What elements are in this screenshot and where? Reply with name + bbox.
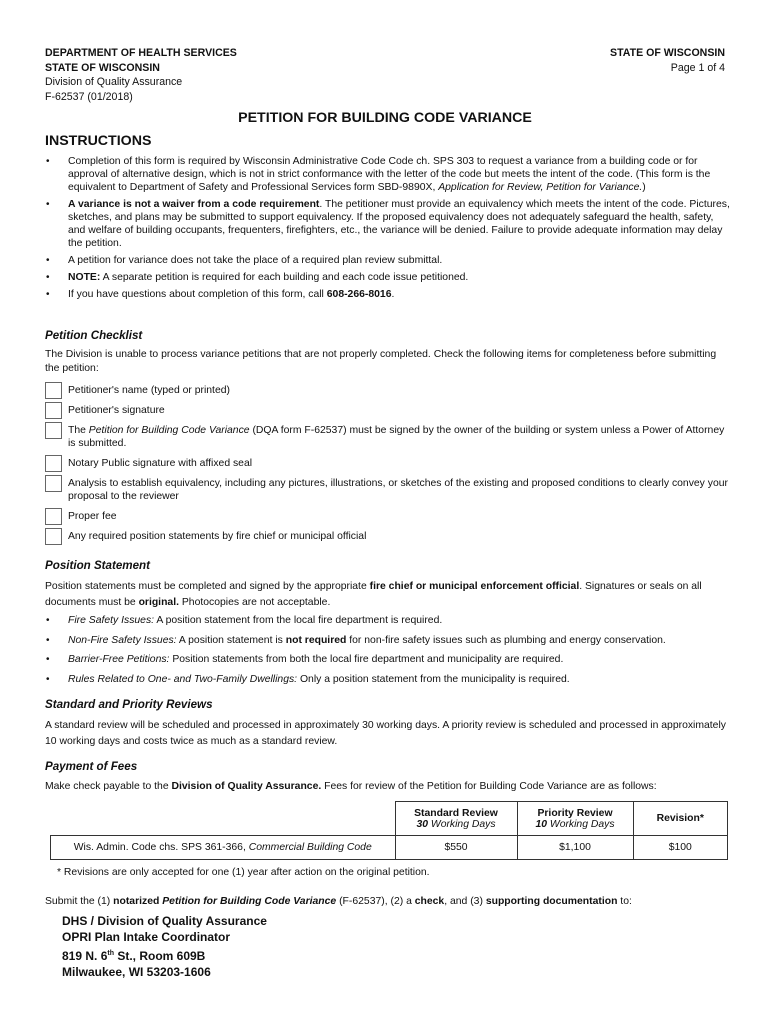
list-item: [45, 271, 730, 284]
checkbox-proper-fee[interactable]: [45, 508, 62, 525]
instructions-heading: INSTRUCTIONS: [45, 133, 152, 149]
checklist-label: Notary Public signature with affixed seal: [68, 458, 253, 469]
list-item: [45, 653, 730, 666]
column-days-number: 30: [416, 818, 428, 830]
checklist-label: Petitioner's name (typed or printed): [68, 385, 230, 396]
position-list: [45, 614, 730, 686]
checklist-label: Petitioner's signature: [68, 405, 165, 416]
header-left: [45, 46, 237, 104]
position-item-label: Barrier-Free Petitions:: [68, 654, 170, 665]
address-line: Milwaukee, WI 53203-1606: [62, 964, 211, 979]
checklist-label-italic: Petition for Building Code Variance: [88, 425, 250, 436]
table-cell-revision-fee: $100: [633, 836, 728, 860]
form-id: F-62537 (01/2018): [45, 90, 133, 103]
list-item: [45, 614, 730, 627]
page-number: Page 1 of 4: [670, 61, 725, 74]
checklist: [45, 384, 730, 543]
column-days-number: 10: [535, 818, 547, 830]
checklist-label: Proper fee: [68, 511, 117, 522]
address-line: DHS / Division of Quality Assurance: [62, 914, 267, 928]
instruction-text: A separate petition is required for each building and each code issue petitioned.: [100, 272, 469, 283]
checklist-item: [45, 510, 730, 523]
table-cell-code: [51, 836, 396, 860]
page-title: PETITION FOR BUILDING CODE VARIANCE: [238, 110, 532, 126]
submit-text: (F-62537), (2) a: [336, 896, 415, 907]
checkbox-petitioner-signature[interactable]: [45, 402, 62, 419]
instruction-text: ): [642, 182, 646, 193]
position-item-text: Only a position statement from the municipality is required.: [297, 673, 570, 685]
column-title: Revision*: [656, 813, 704, 824]
table-blank-cell: [51, 802, 396, 836]
list-item: [45, 288, 730, 301]
checkbox-position-statements[interactable]: [45, 528, 62, 545]
checkbox-owner-signed[interactable]: [45, 422, 62, 439]
checklist-item: [45, 530, 730, 543]
checklist-heading: Petition Checklist: [45, 329, 143, 342]
bullet-icon: •: [46, 255, 50, 266]
instruction-bold: A variance is not a waiver from a code requirement: [68, 199, 320, 210]
table-header-standard: [395, 802, 517, 836]
header-right: [610, 46, 725, 75]
checklist-label: (DQA form F-62537) must be signed by the owner of the building or system unless a Power of Attorney is submitted.: [68, 425, 725, 449]
list-item: [45, 634, 730, 647]
position-item-text: for non-fire safety issues such as plumbing and energy conservation.: [346, 634, 666, 646]
column-title: Priority Review: [537, 807, 613, 819]
position-item-text: A position statement is: [176, 634, 286, 646]
fees-footnote: * Revisions are only accepted for one (1) year after action on the original petition.: [57, 867, 430, 878]
table-row: [51, 836, 728, 860]
checklist-item: [45, 424, 730, 450]
table-header-row: [51, 802, 728, 836]
instruction-text: Completion of this form is required by Wisconsin Administrative Code Code ch. SPS 303 to request a variance from a building code or for approval of alternative design, which is not in strict conformance with the letter of the code but meets the intent of the code. (This form is the equivalent to Department of Safety and Professional Services form SBD-9890X,: [68, 156, 711, 193]
address-line: [62, 946, 267, 964]
column-days-label: Working Days: [428, 818, 496, 830]
position-item-label: Fire Safety Issues:: [68, 615, 155, 626]
submit-instructions: [45, 895, 730, 908]
address-line: OPRI Plan Intake Coordinator: [62, 930, 231, 945]
position-bold: fire chief or municipal enforcement official: [369, 581, 580, 592]
position-bold: original.: [138, 597, 179, 608]
position-item-label: Rules Related to One- and Two-Family Dwellings:: [68, 673, 298, 685]
code-text: Wis. Admin. Code chs. SPS 361-366,: [73, 842, 249, 853]
position-item-text: Position statements from both the local fire department and municipality are required.: [169, 654, 564, 665]
submit-bold: check: [414, 896, 445, 907]
bullet-icon: •: [46, 634, 50, 646]
position-item-text: A position statement from the local fire department is required.: [154, 615, 443, 626]
checklist-item: [45, 404, 730, 417]
position-text: Photocopies are not acceptable.: [178, 597, 331, 608]
checklist-label: Analysis to establish equivalency, including any pictures, illustrations, or sketches of the existing and proposed conditions to clearly convey your proposal to the reviewer: [68, 478, 728, 502]
checkbox-notary[interactable]: [45, 455, 62, 472]
position-text: Position statements must be completed and signed by the appropriate: [45, 581, 370, 592]
address-street: St., Room 609B: [113, 948, 206, 963]
bullet-icon: •: [46, 654, 50, 665]
state-name-left: STATE OF WISCONSIN: [45, 61, 160, 74]
state-name-right: STATE OF WISCONSIN: [610, 47, 725, 59]
code-text-italic: Commercial Building Code: [248, 842, 372, 853]
bullet-icon: •: [46, 199, 50, 210]
checklist-item: [45, 457, 730, 470]
position-item-label: Non-Fire Safety Issues:: [68, 634, 177, 646]
checklist-label: Any required position statements by fire chief or municipal official: [68, 531, 367, 542]
instruction-bold: NOTE:: [68, 272, 101, 283]
fees-text: Fees for review of the Petition for Building Code Variance are as follows:: [321, 781, 657, 792]
instruction-text: .: [391, 289, 395, 300]
division-name: Division of Quality Assurance: [45, 76, 183, 88]
bullet-icon: •: [46, 156, 50, 167]
fees-paragraph: [45, 780, 730, 793]
instruction-text: . The petitioner must provide an equivalency which meets the intent of the code. Pictures, sketches, and plans may be submitted to support equivalency. If the proposed equivalency does not adequately safeguard the health, safety, and welfare of building occupants, frequenters, firefighters, etc., the variance will be denied. Failure to provide adequate information may delay the petition.: [68, 199, 730, 249]
payee-name: Division of Quality Assurance.: [171, 781, 322, 792]
list-item: [45, 254, 730, 267]
table-header-priority: [517, 802, 633, 836]
checklist-item: [45, 384, 730, 397]
position-heading: Position Statement: [45, 559, 151, 572]
checkbox-analysis[interactable]: [45, 475, 62, 492]
list-item: [45, 673, 730, 686]
bullet-icon: •: [46, 615, 50, 626]
address-street: 819 N. 6: [62, 948, 108, 963]
department-name: DEPARTMENT OF HEALTH SERVICES: [45, 47, 237, 59]
instruction-text: A petition for variance does not take the place of a required plan review submittal.: [68, 255, 443, 266]
submit-text: to:: [617, 896, 632, 907]
position-paragraph: [45, 579, 730, 611]
submit-text: Submit the (1): [45, 896, 114, 907]
table-cell-standard-fee: $550: [395, 836, 517, 860]
bullet-icon: •: [46, 673, 50, 685]
list-item: [45, 198, 730, 250]
checklist-label: The: [68, 425, 89, 436]
bullet-icon: •: [46, 272, 50, 283]
checklist-item: [45, 477, 730, 503]
instruction-italic: Application for Review, Petition for Variance.: [438, 182, 643, 193]
table-cell-priority-fee: $1,100: [517, 836, 633, 860]
position-text: . Signatures or seals on all documents must be: [45, 581, 702, 608]
submit-text: , and (3): [444, 896, 486, 907]
fees-text: Make check payable to the: [45, 781, 172, 792]
submit-bold: supporting documentation: [485, 896, 618, 907]
submit-bold-italic: Petition for Building Code Variance: [159, 896, 337, 907]
instruction-text: If you have questions about completion of this form, call: [68, 289, 327, 300]
instructions-list: [45, 155, 730, 301]
fees-heading: Payment of Fees: [45, 760, 138, 773]
phone-number: 608-266-8016: [326, 289, 392, 300]
address-ordinal: th: [107, 949, 114, 957]
column-title: Standard Review: [414, 807, 498, 819]
checklist-intro: The Division is unable to process variance petitions that are not properly completed. Check the following items for completeness before submitting the petition:: [45, 349, 717, 374]
bullet-icon: •: [46, 289, 50, 300]
position-item-bold: not required: [285, 634, 347, 646]
checkbox-petitioner-name[interactable]: [45, 382, 62, 399]
reviews-text: A standard review will be scheduled and processed in approximately 30 working days. A priority review is scheduled and processed in approximately 10 working days and costs twice as much as a standard review.: [45, 720, 726, 747]
submit-bold: notarized: [113, 896, 160, 907]
list-item: [45, 155, 730, 194]
fees-table: [50, 801, 728, 860]
reviews-heading: Standard and Priority Reviews: [45, 698, 213, 711]
table-header-revision: [633, 802, 728, 836]
mailing-address: [62, 913, 267, 980]
column-days-label: Working Days: [547, 818, 615, 830]
